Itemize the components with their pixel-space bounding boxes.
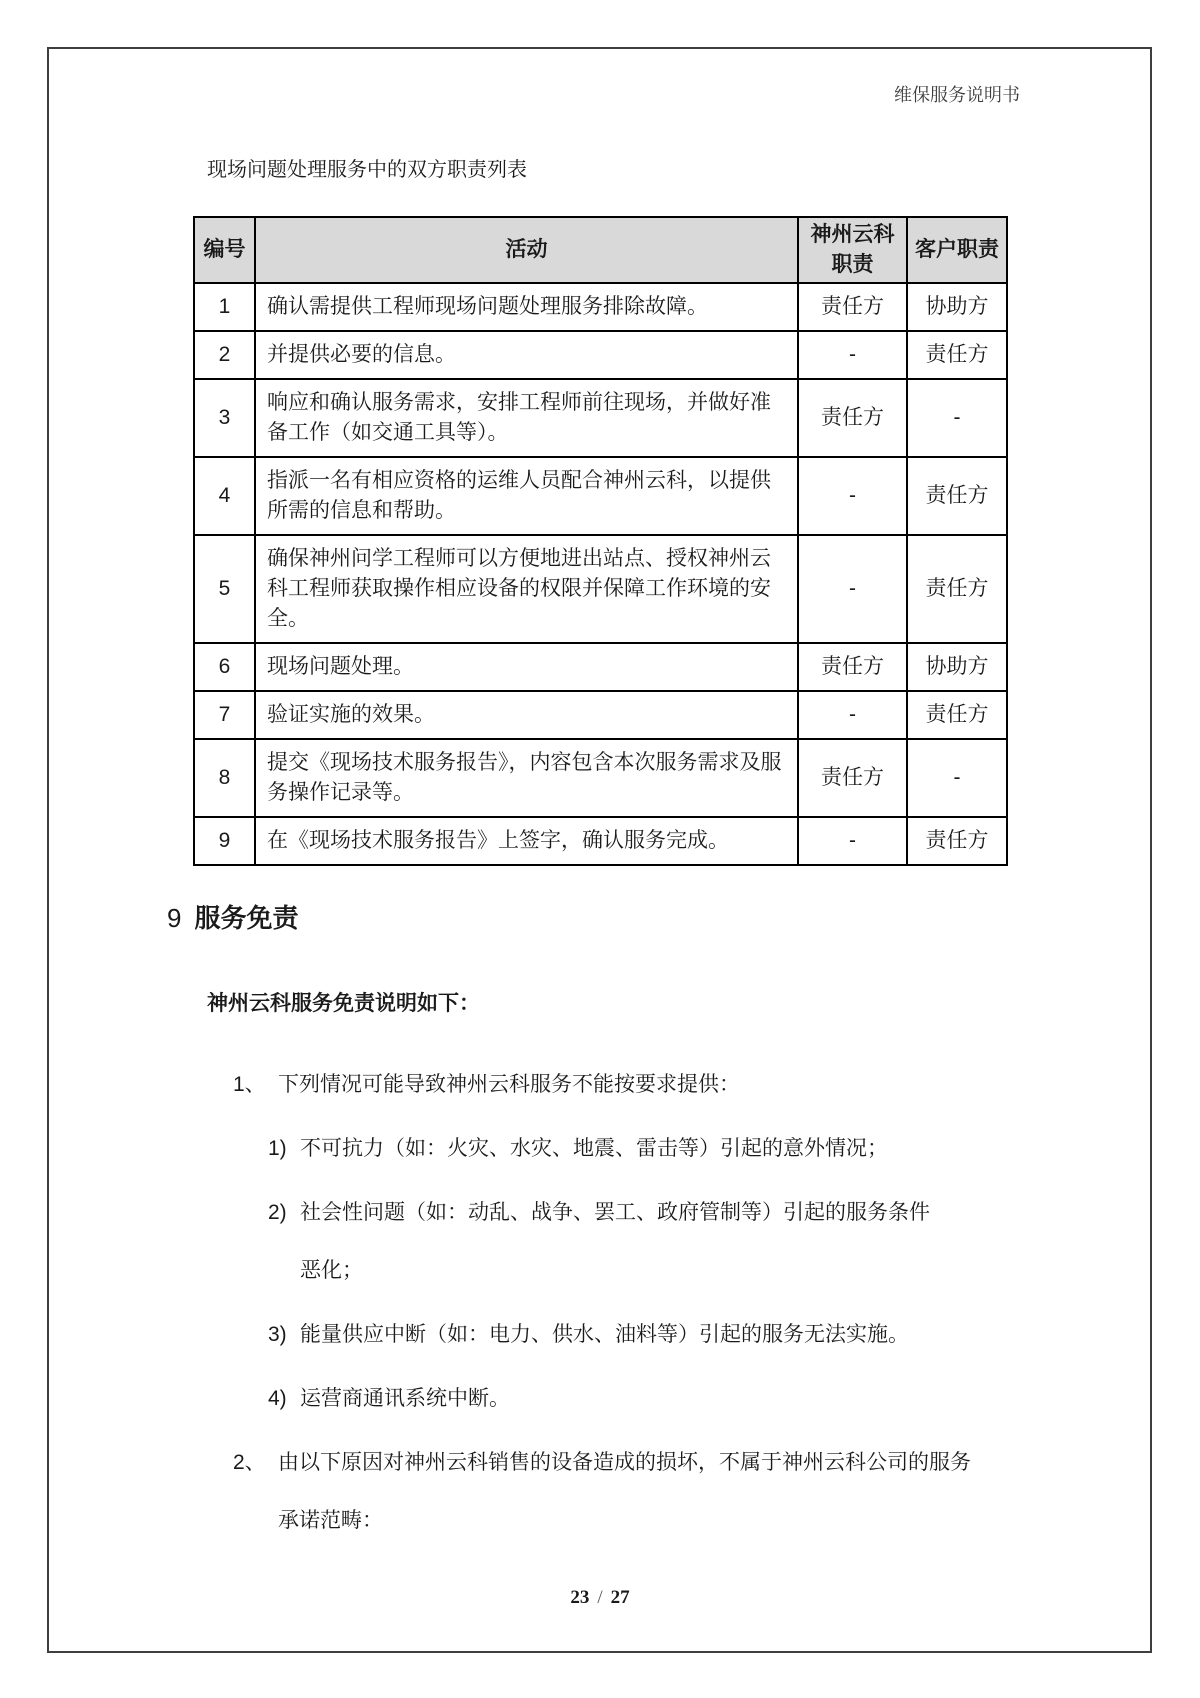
total-page-number: 27	[610, 1587, 630, 1608]
list-item	[0, 1056, 1200, 1114]
cell-activity: 提交《现场技术服务报告》，内容包含本次服务需求及服务操作记录等。	[255, 739, 798, 817]
list-item-marker: 1)	[268, 1137, 287, 1160]
cell-vendor-role: -	[798, 535, 907, 643]
header-cell-no: 编号	[194, 217, 255, 283]
cell-customer-role: 协助方	[907, 283, 1007, 331]
table-row	[194, 379, 1007, 457]
cell-vendor-role: 责任方	[798, 739, 907, 817]
table-row	[194, 283, 1007, 331]
cell-vendor-role: -	[798, 691, 907, 739]
cell-activity: 验证实施的效果。	[255, 691, 798, 739]
table-row	[194, 457, 1007, 535]
section-heading	[167, 901, 298, 935]
cell-activity: 并提供必要的信息。	[255, 331, 798, 379]
cell-no: 8	[194, 739, 255, 817]
page-number-footer	[0, 1586, 1200, 1610]
header-cell-vendor	[798, 217, 907, 283]
cell-customer-role: 责任方	[907, 457, 1007, 535]
list-item-marker: 4)	[268, 1387, 287, 1410]
cell-customer-role: 责任方	[907, 817, 1007, 865]
cell-no: 7	[194, 691, 255, 739]
list-subitem	[0, 1370, 1200, 1428]
cell-vendor-role: 责任方	[798, 379, 907, 457]
cell-vendor-role: 责任方	[798, 283, 907, 331]
list-item-text: 社会性问题（如：动乱、战争、罢工、政府管制等）引起的服务条件	[300, 1201, 930, 1224]
list-item	[0, 1434, 1200, 1550]
header-cell-activity: 活动	[255, 217, 798, 283]
current-page-number: 23	[570, 1587, 590, 1608]
cell-no: 1	[194, 283, 255, 331]
list-item-text: 恶化；	[300, 1259, 363, 1282]
cell-no: 5	[194, 535, 255, 643]
table-row	[194, 739, 1007, 817]
disclaimer-list	[0, 1056, 1200, 1550]
header-cell-customer: 客户职责	[907, 217, 1007, 283]
table-row	[194, 643, 1007, 691]
section-title: 服务免责	[194, 903, 299, 933]
list-item-marker: 3)	[268, 1323, 287, 1346]
list-item-text: 能量供应中断（如：电力、供水、油料等）引起的服务无法实施。	[300, 1323, 909, 1346]
cell-customer-role: 责任方	[907, 691, 1007, 739]
list-subitem	[0, 1184, 1200, 1300]
header-vendor-line1: 神州云科	[810, 223, 895, 246]
list-item-text: 下列情况可能导致神州云科服务不能按要求提供：	[278, 1073, 740, 1096]
cell-customer-role: -	[907, 379, 1007, 457]
cell-activity: 指派一名有相应资格的运维人员配合神州云科，以提供所需的信息和帮助。	[255, 457, 798, 535]
responsibility-table	[193, 216, 1008, 866]
cell-vendor-role: -	[798, 331, 907, 379]
cell-no: 9	[194, 817, 255, 865]
cell-customer-role: -	[907, 739, 1007, 817]
cell-vendor-role: -	[798, 457, 907, 535]
cell-customer-role: 责任方	[907, 331, 1007, 379]
cell-customer-role: 协助方	[907, 643, 1007, 691]
list-subitem	[0, 1120, 1200, 1178]
document-header-title: 维保服务说明书	[894, 85, 1020, 105]
list-item-text: 不可抗力（如：火灾、水灾、地震、雷击等）引起的意外情况；	[300, 1137, 888, 1160]
cell-no: 4	[194, 457, 255, 535]
cell-customer-role: 责任方	[907, 535, 1007, 643]
table-row	[194, 691, 1007, 739]
list-item-marker: 2)	[268, 1201, 287, 1224]
section-number: 9	[167, 903, 182, 933]
header-vendor-line2: 职责	[831, 253, 874, 276]
table-row	[194, 535, 1007, 643]
cell-activity: 确保神州问学工程师可以方便地进出站点、授权神州云科工程师获取操作相应设备的权限并保障工作环境的安全。	[255, 535, 798, 643]
cell-activity: 确认需提供工程师现场问题处理服务排除故障。	[255, 283, 798, 331]
table-header-row	[194, 217, 1007, 283]
table-caption: 现场问题处理服务中的双方职责列表	[207, 159, 527, 181]
cell-vendor-role: -	[798, 817, 907, 865]
cell-activity: 在《现场技术服务报告》上签字，确认服务完成。	[255, 817, 798, 865]
cell-no: 6	[194, 643, 255, 691]
cell-activity: 响应和确认服务需求，安排工程师前往现场，并做好准备工作（如交通工具等）。	[255, 379, 798, 457]
cell-activity: 现场问题处理。	[255, 643, 798, 691]
list-item-text: 承诺范畴：	[278, 1509, 383, 1532]
list-item-text: 由以下原因对神州云科销售的设备造成的损坏，不属于神州云科公司的服务	[278, 1451, 971, 1474]
page-number-separator: /	[597, 1587, 603, 1608]
list-item-text: 运营商通讯系统中断。	[300, 1387, 510, 1410]
list-item-marker: 2、	[233, 1451, 266, 1474]
cell-no: 2	[194, 331, 255, 379]
list-item-marker: 1、	[233, 1073, 266, 1096]
cell-no: 3	[194, 379, 255, 457]
list-subitem	[0, 1306, 1200, 1364]
table-row	[194, 331, 1007, 379]
cell-vendor-role: 责任方	[798, 643, 907, 691]
disclaimer-intro: 神州云科服务免责说明如下：	[207, 992, 480, 1015]
table-row	[194, 817, 1007, 865]
